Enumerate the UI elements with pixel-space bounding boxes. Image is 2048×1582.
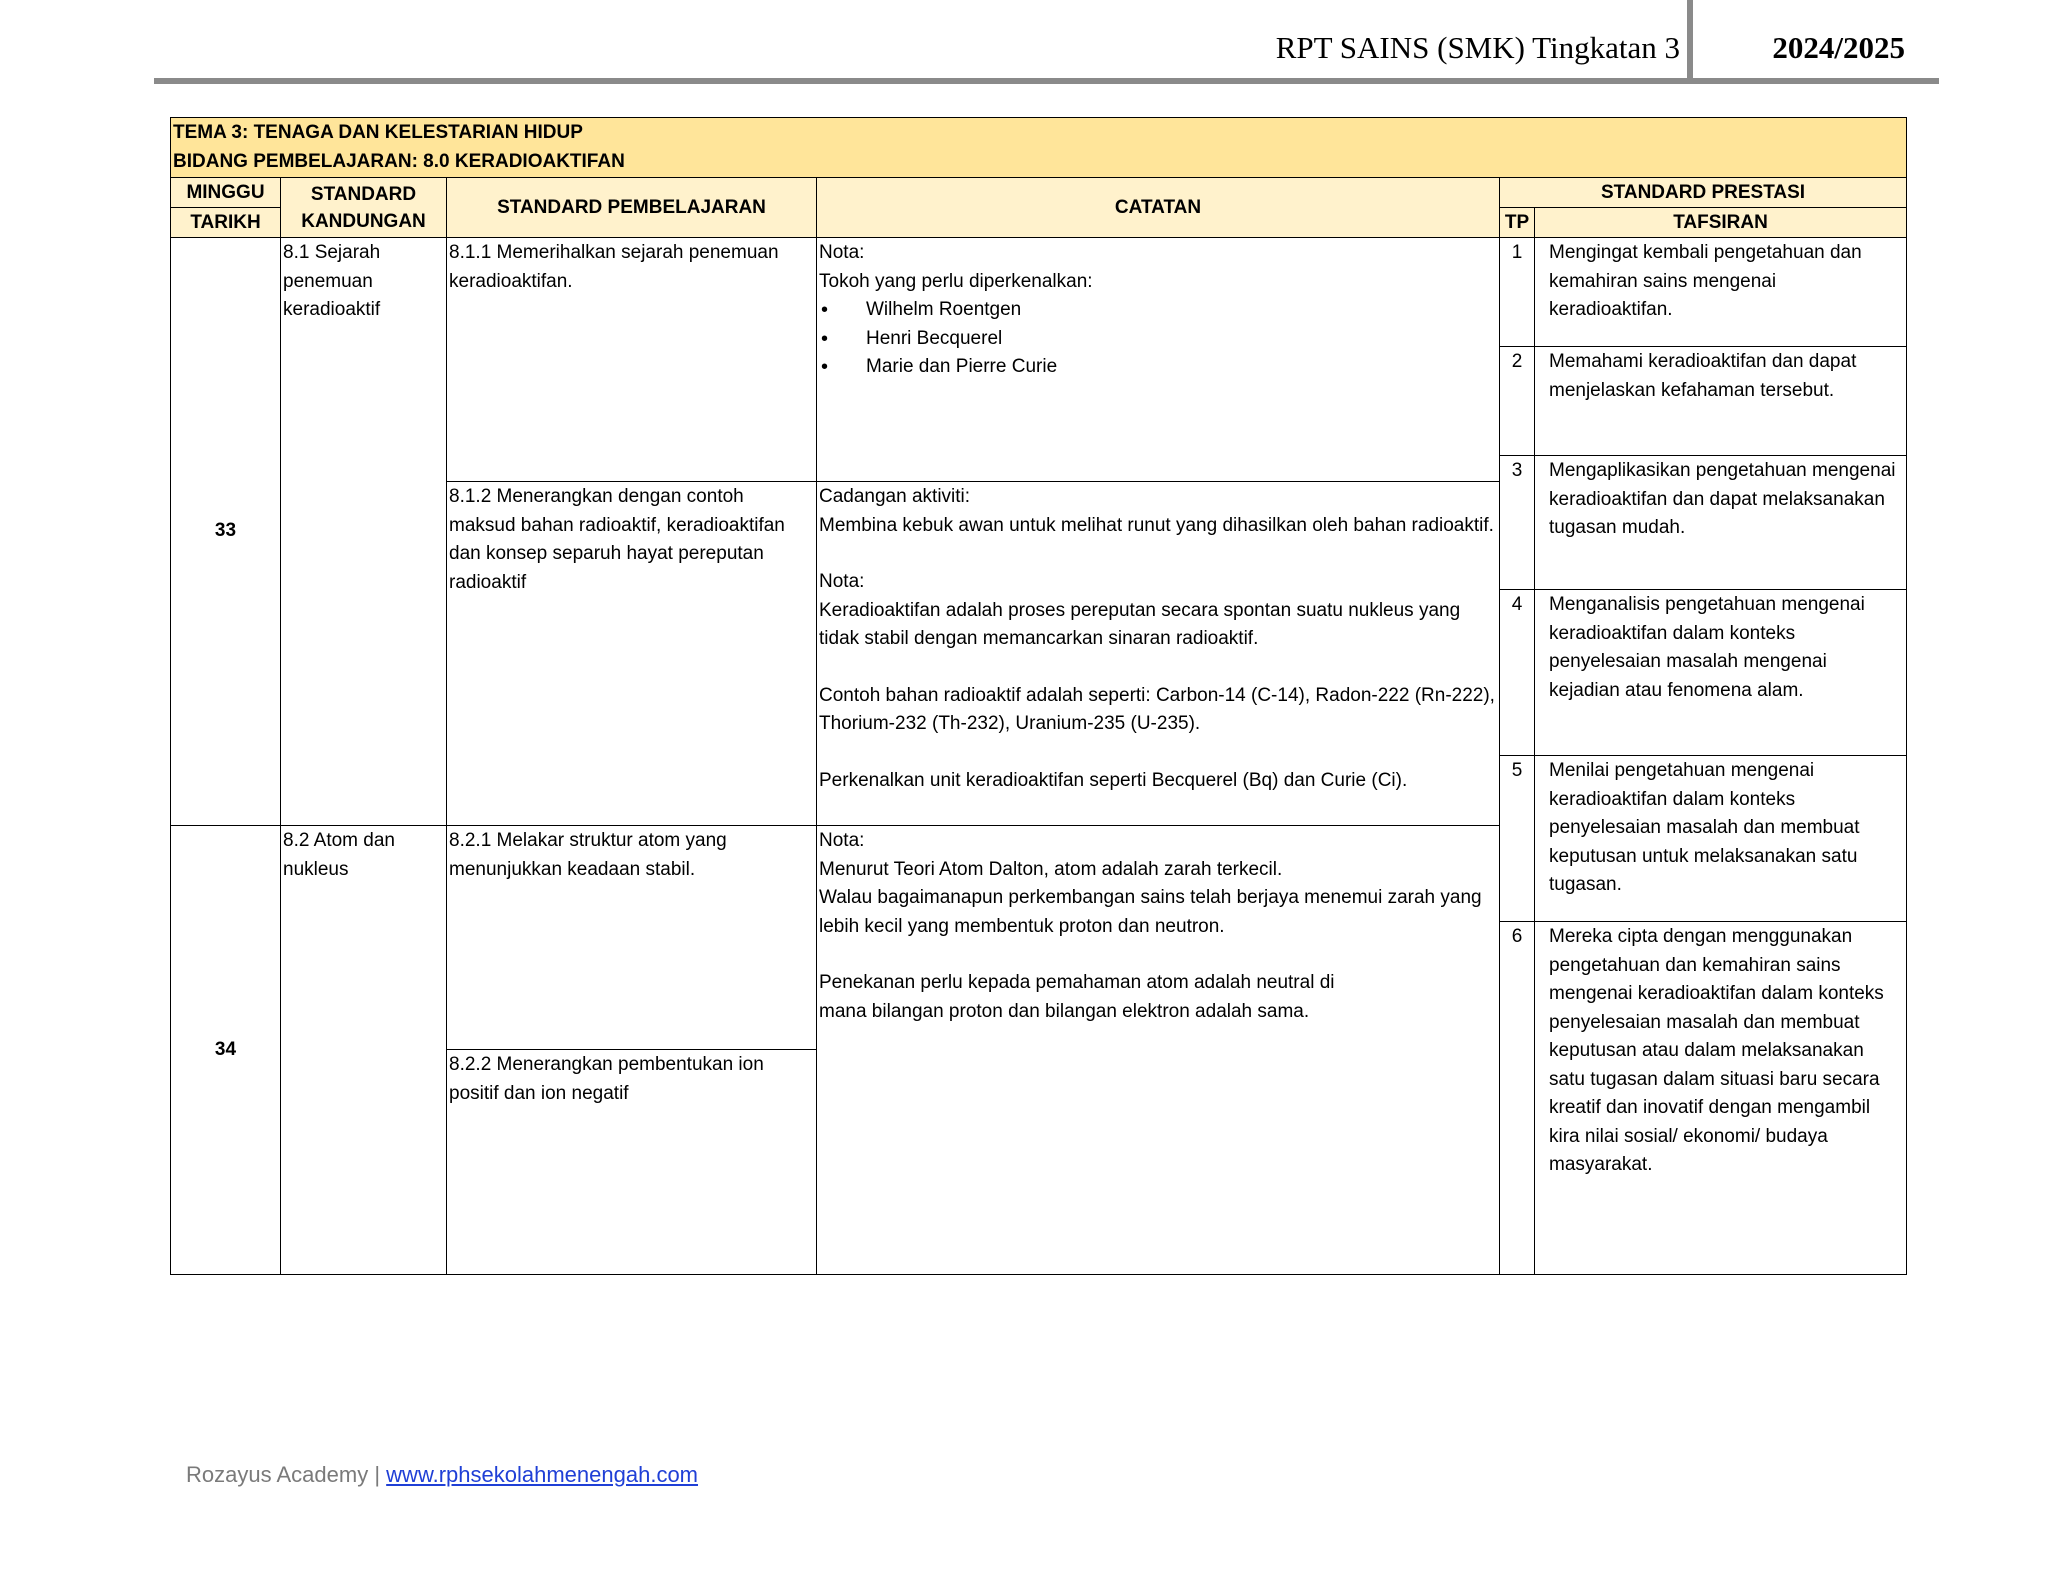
prestasi-row bbox=[1500, 590, 1906, 756]
standard-pembelajaran: 8.2.2 Menerangkan pembentukan ion positif dan ion negatif bbox=[447, 1050, 817, 1275]
tafsiran-text: Mereka cipta dengan menggunakan pengetahuan dan kemahiran sains mengenai keradioaktifan dalam konteks penyelesaian masalah dan membuat keputusan atau dalam melaksanakan satu tugasan dalam situasi baru secara kreatif dan inovatif dengan mengambil kira nilai sosial/ ekonomi/ budaya masyarakat. bbox=[1549, 926, 1884, 1175]
tp-number: 2 bbox=[1500, 347, 1535, 455]
standard-pembelajaran: 8.2.1 Melakar struktur atom yang menunjukkan keadaan stabil. bbox=[447, 826, 817, 1050]
col-sk-line1: STANDARD bbox=[310, 183, 417, 205]
col-minggu: MINGGU bbox=[171, 178, 281, 208]
col-standard-prestasi: STANDARD PRESTASI bbox=[1500, 178, 1907, 208]
tp-number: 1 bbox=[1500, 238, 1535, 346]
catatan-text: Perkenalkan unit keradioaktifan seperti Becquerel (Bq) dan Curie (Ci). bbox=[819, 769, 1408, 791]
rpt-table bbox=[170, 117, 1907, 1275]
catatan-text: Tokoh yang perlu diperkenalkan: bbox=[819, 270, 1093, 292]
footer-link[interactable]: www.rphsekolahmenengah.com bbox=[386, 1462, 699, 1487]
learning-area: BIDANG PEMBELAJARAN: 8.0 KERADIOAKTIFAN bbox=[173, 150, 625, 172]
standard-pembelajaran: 8.1.2 Menerangkan dengan contoh maksud bahan radioaktif, keradioaktifan dan konsep separuh hayat pereputan radioaktif bbox=[447, 482, 817, 826]
tafsiran-text: Menganalisis pengetahuan mengenai keradioaktifan dalam konteks penyelesaian masalah mengenai kejadian atau fenomena alam. bbox=[1549, 594, 1865, 701]
catatan-text: Penekanan perlu kepada pemahaman atom adalah neutral di mana bilangan proton dan bilangan elektron adalah sama. bbox=[819, 972, 1335, 1022]
nota-label: Nota: bbox=[819, 242, 865, 263]
document-title: RPT SAINS (SMK) Tingkatan 3 bbox=[1275, 30, 1680, 65]
header-rule bbox=[154, 78, 1939, 84]
prestasi-grid bbox=[1500, 238, 1906, 1274]
list-item: • Marie dan Pierre Curie bbox=[819, 353, 1497, 382]
tp-number: 3 bbox=[1500, 456, 1535, 589]
tp-number: 6 bbox=[1500, 922, 1535, 1274]
header-divider bbox=[1687, 0, 1693, 84]
prestasi-row bbox=[1500, 922, 1906, 1274]
nota-label: Nota: bbox=[819, 571, 865, 592]
week-number: 34 bbox=[171, 826, 281, 1275]
footer bbox=[186, 1462, 698, 1488]
nota-label: Nota: bbox=[819, 830, 865, 851]
tafsiran-text: Mengaplikasikan pengetahuan mengenai keradioaktifan dan dapat melaksanakan tugasan mudah. bbox=[1549, 460, 1896, 538]
standard-kandungan: 8.1 Sejarah penemuan keradioaktif bbox=[281, 238, 447, 826]
catatan-cell bbox=[817, 482, 1500, 826]
cadangan-label: Cadangan aktiviti: bbox=[819, 486, 971, 507]
prestasi-cell bbox=[1500, 238, 1907, 1275]
document-year: 2024/2025 bbox=[1772, 30, 1905, 65]
tafsiran-text: Menilai pengetahuan mengenai keradioaktifan dalam konteks penyelesaian masalah dan membuat keputusan untuk melaksanakan satu tugasan. bbox=[1549, 760, 1860, 895]
footer-org: Rozayus Academy bbox=[186, 1462, 369, 1487]
list-item: • Henri Becquerel bbox=[819, 325, 1497, 354]
week-number: 33 bbox=[171, 238, 281, 826]
theme-title: TEMA 3: TENAGA DAN KELESTARIAN HIDUP bbox=[173, 122, 583, 143]
list-item: • Wilhelm Roentgen bbox=[819, 296, 1497, 325]
catatan-text: Walau bagaimanapun perkembangan sains telah berjaya menemui zarah yang lebih kecil yang membentuk proton dan neutron. bbox=[819, 887, 1482, 937]
catatan-text: Membina kebuk awan untuk melihat runut yang dihasilkan oleh bahan radioaktif. bbox=[819, 514, 1494, 536]
col-tafsiran: TAFSIRAN bbox=[1535, 208, 1907, 238]
prestasi-row bbox=[1500, 756, 1906, 922]
tp-number: 4 bbox=[1500, 590, 1535, 755]
col-sk-line2: KANDUNGAN bbox=[301, 210, 426, 232]
tp-number: 5 bbox=[1500, 756, 1535, 921]
catatan-cell bbox=[817, 238, 1500, 482]
col-standard-kandungan bbox=[281, 178, 447, 238]
tafsiran-text: Memahami keradioaktifan dan dapat menjelaskan kefahaman tersebut. bbox=[1549, 351, 1857, 401]
prestasi-row bbox=[1500, 456, 1906, 590]
catatan-text: Contoh bahan radioaktif adalah seperti: Carbon-14 (C-14), Radon-222 (Rn-222), Thorium-232 (Th-232), Uranium-235 (U-235). bbox=[819, 684, 1495, 734]
catatan-text: Keradioaktifan adalah proses pereputan secara spontan suatu nukleus yang tidak stabil dengan memancarkan sinaran radioaktif. bbox=[819, 599, 1461, 649]
prestasi-row bbox=[1500, 238, 1906, 347]
footer-separator: | bbox=[374, 1462, 381, 1487]
standard-kandungan: 8.2 Atom dan nukleus bbox=[281, 826, 447, 1275]
tafsiran-text: Mengingat kembali pengetahuan dan kemahiran sains mengenai keradioaktifan. bbox=[1549, 242, 1862, 320]
tokoh-list bbox=[819, 296, 1497, 382]
col-tp: TP bbox=[1500, 208, 1535, 238]
col-tarikh: TARIKH bbox=[171, 208, 281, 238]
theme-header bbox=[171, 118, 1907, 178]
catatan-cell bbox=[817, 826, 1500, 1275]
prestasi-row bbox=[1500, 347, 1906, 456]
catatan-text: Menurut Teori Atom Dalton, atom adalah zarah terkecil. bbox=[819, 858, 1283, 880]
standard-pembelajaran: 8.1.1 Memerihalkan sejarah penemuan keradioaktifan. bbox=[447, 238, 817, 482]
col-catatan: CATATAN bbox=[817, 178, 1500, 238]
col-standard-pembelajaran: STANDARD PEMBELAJARAN bbox=[447, 178, 817, 238]
